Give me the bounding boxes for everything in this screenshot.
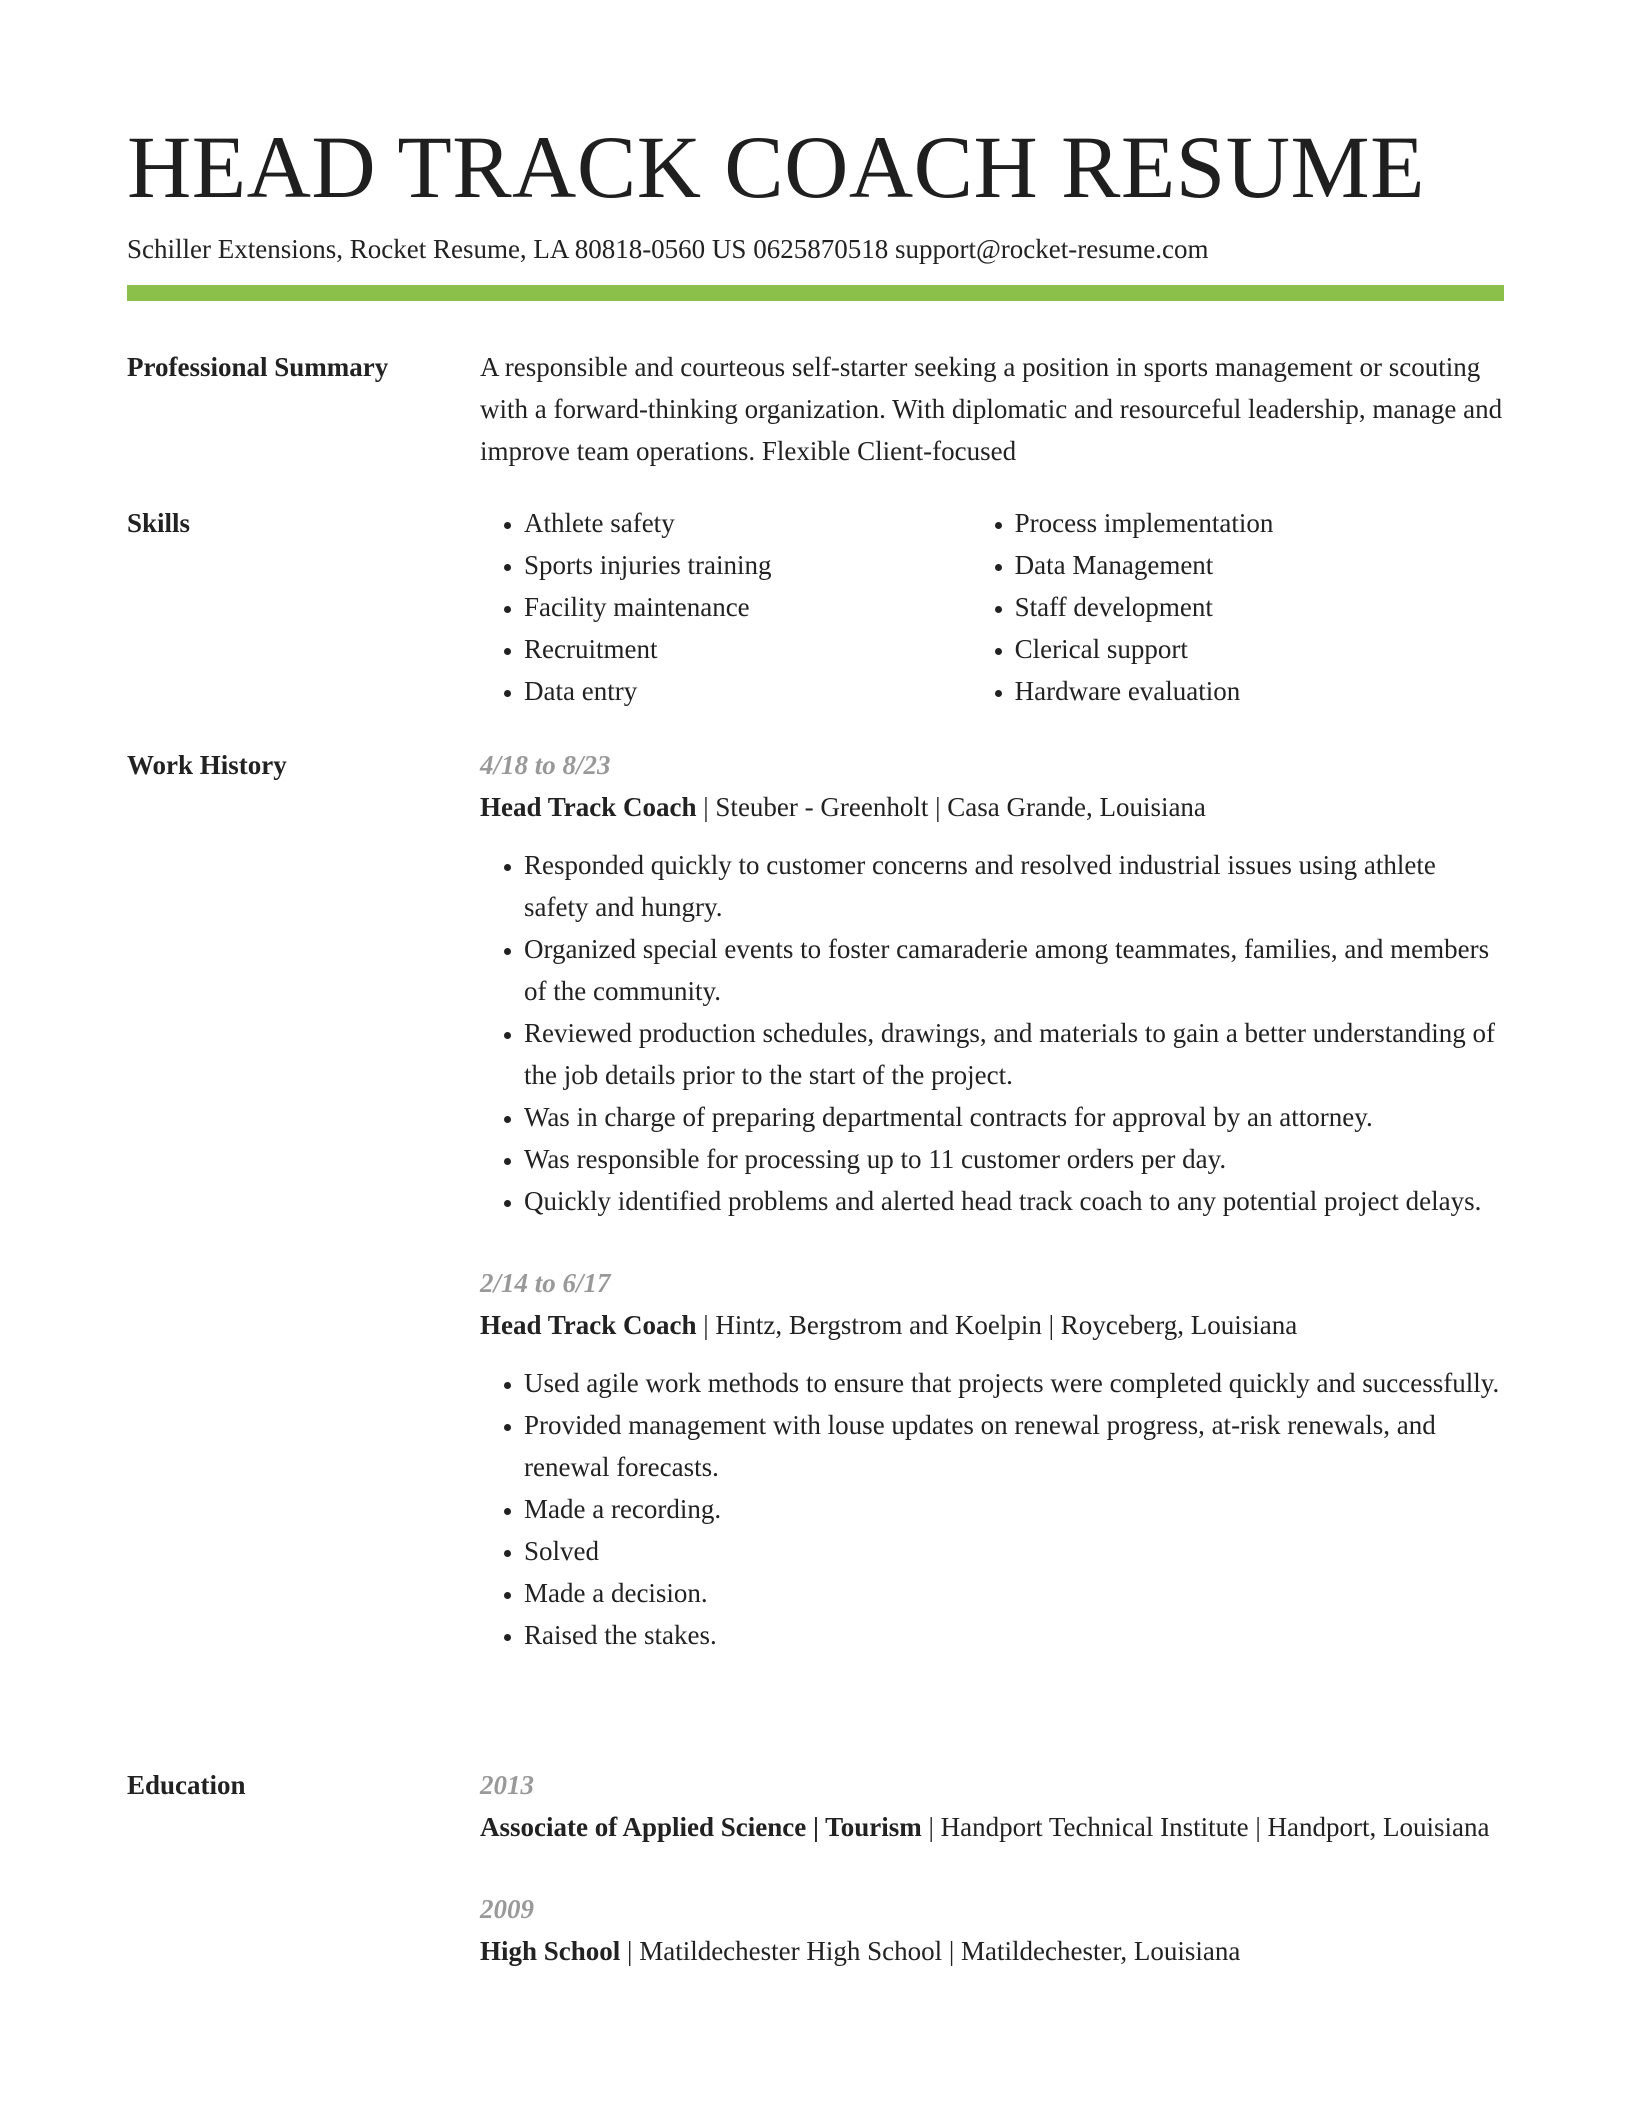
job-entry — [480, 1262, 1504, 1656]
accent-divider — [127, 285, 1504, 301]
job-bullet: • Was responsible for processing up to 11 customer orders per day. — [524, 1138, 1504, 1180]
job-dates: 4/18 to 8/23 — [480, 750, 611, 780]
summary-section — [480, 346, 1504, 472]
education-degree: High School — [480, 1936, 621, 1966]
job-bullets — [480, 1362, 1504, 1656]
job-entry — [480, 744, 1504, 1222]
job-bullet: • Organized special events to foster camaraderie among teammates, families, and members of the community. — [524, 928, 1504, 1012]
education-line — [480, 1806, 1504, 1848]
education-school: | Matildechester High School | Matildechester, Louisiana — [620, 1936, 1241, 1966]
skill-item: • Hardware evaluation — [1015, 670, 1504, 712]
job-bullet: • Responded quickly to customer concerns and resolved industrial issues using athlete safety and hungry. — [524, 844, 1504, 928]
skills-heading: Skills — [127, 508, 191, 538]
job-header — [480, 786, 1504, 828]
education-year: 2009 — [480, 1894, 534, 1924]
skill-item: • Athlete safety — [524, 502, 971, 544]
job-bullets — [480, 844, 1504, 1222]
skills-list-right — [971, 502, 1504, 712]
job-bullet: • Made a recording. — [524, 1488, 1504, 1530]
education-entry — [480, 1888, 1504, 1972]
education-entry — [480, 1764, 1504, 1848]
job-employer: | Hintz, Bergstrom and Koelpin | Royceberg, Louisiana — [696, 1310, 1298, 1340]
job-header — [480, 1304, 1504, 1346]
education-line — [480, 1930, 1504, 1972]
education-school: | Handport Technical Institute | Handport, Louisiana — [921, 1812, 1490, 1842]
work-history-section — [480, 744, 1504, 1656]
skills-section — [480, 502, 1504, 712]
job-bullet: • Quickly identified problems and alerted head track coach to any potential project delays. — [524, 1180, 1504, 1222]
skill-item: • Data Management — [1015, 544, 1504, 586]
work-history-heading: Work History — [127, 750, 287, 780]
job-title: Head Track Coach — [480, 792, 697, 822]
education-heading: Education — [127, 1770, 246, 1800]
skill-item: • Data entry — [524, 670, 971, 712]
resume-title: HEAD TRACK COACH RESUME — [127, 119, 1426, 217]
education-degree: Associate of Applied Science | Tourism — [480, 1812, 922, 1842]
summary-text: A responsible and courteous self-starter seeking a position in sports management or scouting with a forward-thinking organization. With diplomatic and resourceful leadership, manage and improve team operations. Flexible Client-focused — [480, 352, 1503, 466]
summary-heading: Professional Summary — [127, 352, 389, 382]
job-dates: 2/14 to 6/17 — [480, 1268, 611, 1298]
education-section — [480, 1764, 1504, 1972]
skill-item: • Recruitment — [524, 628, 971, 670]
job-bullet: • Provided management with louse updates on renewal progress, at-risk renewals, and renewal forecasts. — [524, 1404, 1504, 1488]
job-employer: | Steuber - Greenholt | Casa Grande, Louisiana — [696, 792, 1206, 822]
skill-item: • Process implementation — [1015, 502, 1504, 544]
job-title: Head Track Coach — [480, 1310, 697, 1340]
contact-line: Schiller Extensions, Rocket Resume, LA 80818-0560 US 0625870518 support@rocket-resume.com — [127, 234, 1209, 264]
job-bullet: • Was in charge of preparing departmental contracts for approval by an attorney. — [524, 1096, 1504, 1138]
skills-list-left — [480, 502, 971, 712]
education-year: 2013 — [480, 1770, 534, 1800]
skill-item: • Sports injuries training — [524, 544, 971, 586]
job-bullet: • Solved — [524, 1530, 1504, 1572]
skill-item: • Staff development — [1015, 586, 1504, 628]
skill-item: • Facility maintenance — [524, 586, 971, 628]
skill-item: • Clerical support — [1015, 628, 1504, 670]
job-bullet: • Made a decision. — [524, 1572, 1504, 1614]
job-bullet: • Raised the stakes. — [524, 1614, 1504, 1656]
job-bullet: • Reviewed production schedules, drawings, and materials to gain a better understanding of the job details prior to the start of the project. — [524, 1012, 1504, 1096]
job-bullet: • Used agile work methods to ensure that projects were completed quickly and successfully. — [524, 1362, 1504, 1404]
